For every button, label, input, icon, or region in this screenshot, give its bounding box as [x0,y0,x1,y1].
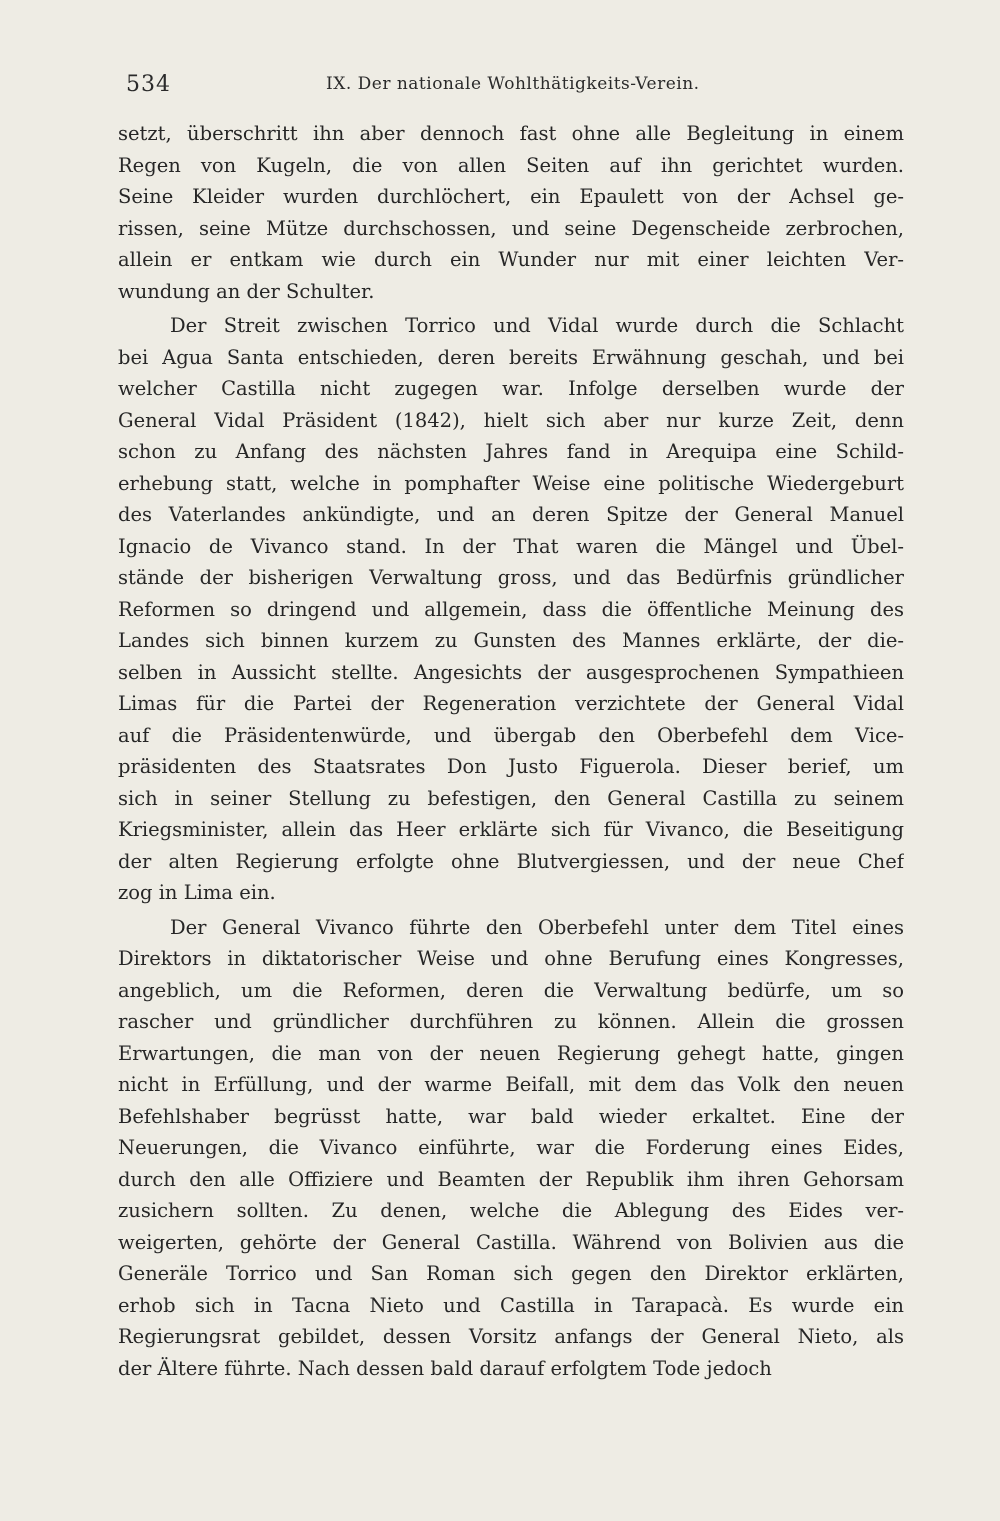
text-line: Der General Vivanco führte den Oberbefehl unter dem Titel eines [170,915,904,939]
text-line: nicht in Erfüllung, und der warme Beifall, mit dem das Volk den neuen [118,1073,904,1096]
text-line: weigerten, gehörte der General Castilla. Während von Bolivien aus die [118,1230,904,1254]
text-line: zog in Lima ein. [118,881,276,904]
text-line: erhob sich in Tacna Nieto und Castilla in Tarapacà. Es wurde ein [118,1293,904,1317]
text-line: zusichern sollten. Zu denen, welche die Ablegung des Eides ver- [118,1199,904,1222]
text-line: des Vaterlandes ankündigte, und an deren Spitze der General Manuel [118,503,904,526]
text-line: Ignacio de Vivanco stand. In der That waren die Mängel und Übel- [118,534,904,558]
text-line: welcher Castilla nicht zugegen war. Infolge derselben wurde der [118,377,904,400]
text-line: schon zu Anfang des nächsten Jahres fand in Arequipa eine Schild- [118,440,904,463]
text-line: Regierungsrat gebildet, dessen Vorsitz anfangs der General Nieto, als [118,1325,904,1348]
text-line: präsidenten des Staatsrates Don Justo Figuerola. Dieser berief, um [118,755,904,778]
text-line: sich in seiner Stellung zu befestigen, den General Castilla zu seinem [118,786,904,810]
text-line: erhebung statt, welche in pomphafter Weise eine politische Wiedergeburt [118,471,904,495]
text-line: rissen, seine Mütze durchschossen, und seine Degenscheide zerbrochen, [118,216,904,240]
text-line: Generäle Torrico und San Roman sich gegen den Direktor erklärten, [118,1262,904,1285]
text-line: stände der bisherigen Verwaltung gross, und das Bedürfnis gründlicher [118,566,904,589]
text-line: angeblich, um die Reformen, deren die Verwaltung bedürfe, um so [118,978,904,1002]
text-line: bei Agua Santa entschieden, deren bereits Erwähnung geschah, und bei [118,345,904,369]
running-title: IX. Der nationale Wohlthätigkeits-Verein. [326,74,700,94]
text-line: der alten Regierung erfolgte ohne Blutvergiessen, und der neue Chef [118,849,904,873]
text-line: Neuerungen, die Vivanco einführte, war die Forderung eines Eides, [118,1136,904,1159]
body-text [118,118,904,1384]
text-line: Befehlshaber begrüsst hatte, war bald wieder erkaltet. Eine der [118,1104,904,1128]
text-line: General Vidal Präsident (1842), hielt sich aber nur kurze Zeit, denn [118,408,904,432]
text-line: Der Streit zwischen Torrico und Vidal wurde durch die Schlacht [170,314,904,337]
text-line: Kriegsminister, allein das Heer erklärte sich für Vivanco, die Beseitigung [118,818,904,841]
text-line: Landes sich binnen kurzem zu Gunsten des Mannes erklärte, der die- [118,629,904,652]
text-line: selben in Aussicht stellte. Angesichts der ausgesprochenen Sympathieen [118,660,904,684]
text-line: wundung an der Schulter. [118,279,375,303]
text-line: setzt, überschritt ihn aber dennoch fast ohne alle Begleitung in einem [118,122,904,145]
text-line: Erwartungen, die man von der neuen Regierung gehegt hatte, gingen [118,1041,904,1065]
text-line: durch den alle Offiziere und Beamten der Republik ihm ihren Gehorsam [118,1167,904,1191]
text-line: Limas für die Partei der Regeneration verzichtete der General Vidal [118,692,904,715]
text-line: auf die Präsidentenwürde, und übergab den Oberbefehl dem Vice- [118,723,904,747]
paragraph [118,912,904,1385]
text-line: rascher und gründlicher durchführen zu können. Allein die grossen [118,1010,904,1033]
text-line: der Ältere führte. Nach dessen bald darauf erfolgtem Tode jedoch [118,1356,772,1380]
text-line: Direktors in diktatorischer Weise und ohne Berufung eines Kongresses, [118,947,904,970]
paragraph [118,310,904,909]
page-header [126,70,906,104]
page-number: 534 [126,72,171,97]
text-line: allein er entkam wie durch ein Wunder nur mit einer leichten Ver- [118,248,904,271]
text-line: Reformen so dringend und allgemein, dass die öffentliche Meinung des [118,597,904,621]
text-line: Seine Kleider wurden durchlöchert, ein Epaulett von der Achsel ge- [118,185,904,208]
paragraph [118,118,904,307]
text-line: Regen von Kugeln, die von allen Seiten auf ihn gerichtet wurden. [118,153,904,177]
